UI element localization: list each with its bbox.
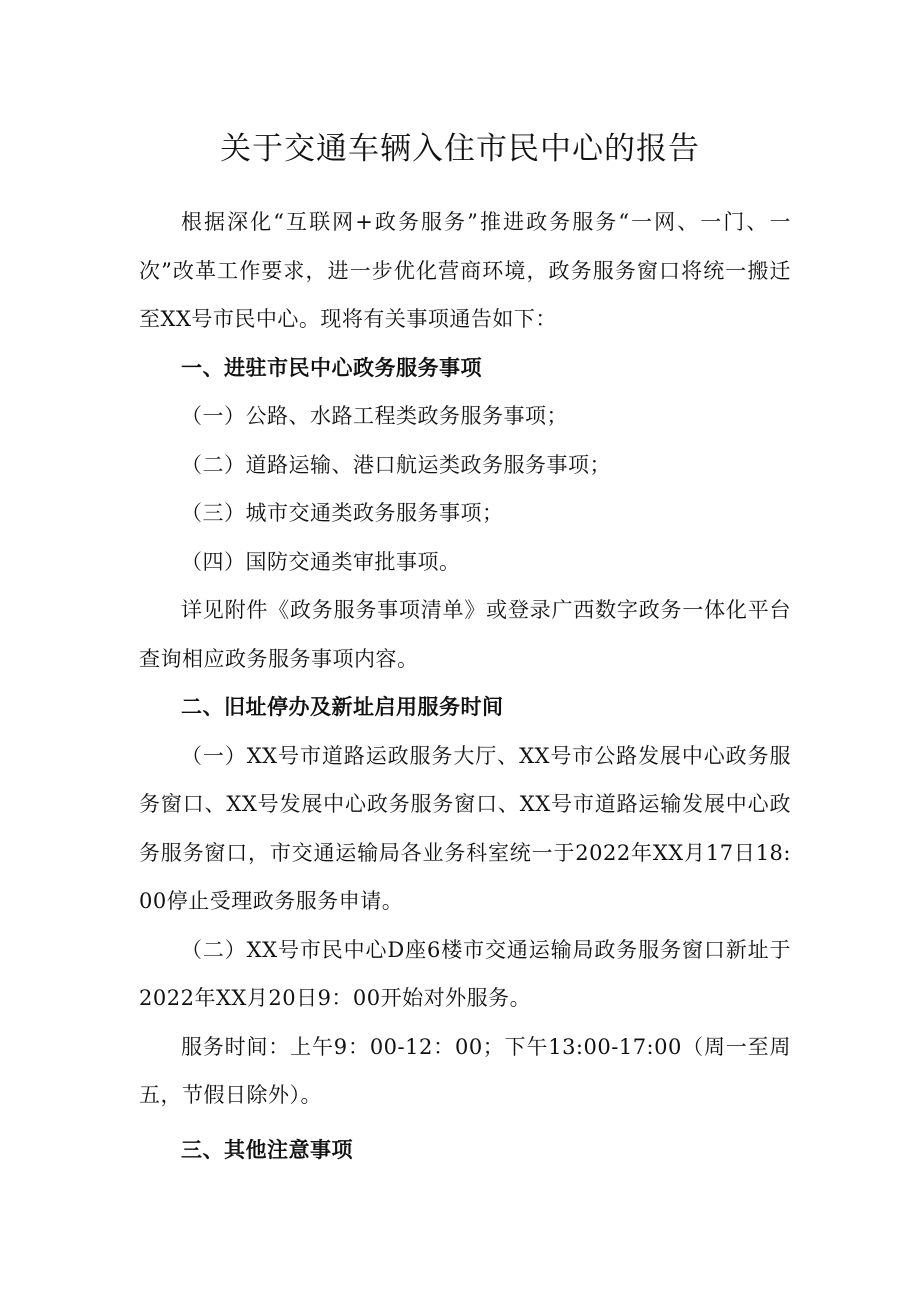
new-address-paragraph: （二）XX号市民中心D座6楼市交通运输局政务服务窗口新址于2022年XX月20日9：00开始对外服务。 <box>139 937 791 1010</box>
section-heading-2: 二、旧址停办及新址启用服务时间 <box>181 695 504 719</box>
list-item: （四）国防交通类审批事项。 <box>181 549 461 574</box>
closure-paragraph: （一）XX号市道路运政服务大厅、XX号市公路发展中心政务服务窗口、XX号发展中心政务服务窗口、XX号市道路运输发展中心政务服务窗口，市交通运输局各业务科室统一于2022年XX月17日18:00停止受理政务服务申请。 <box>139 743 791 913</box>
document-title: 关于交通车辆入住市民中心的报告 <box>220 131 700 167</box>
intro-paragraph: 根据深化“互联网+政务服务”推进政务服务“一网、一门、一次”改革工作要求，进一步优化营商环境，政务服务窗口将统一搬迁至XX号市民中心。现将有关事项通告如下： <box>139 210 791 331</box>
section-heading-3: 三、其他注意事项 <box>181 1137 353 1162</box>
list-item: （二）道路运输、港口航运类政务服务事项； <box>181 452 611 477</box>
section-heading-1: 一、进驻市民中心政务服务事项 <box>181 355 482 380</box>
list-item: （三）城市交通类政务服务事项； <box>181 501 504 525</box>
document-body <box>139 198 791 1174</box>
attachment-note-paragraph: 详见附件《政务服务事项清单》或登录广西数字政务一体化平台查询相应政务服务事项内容。 <box>139 598 791 671</box>
service-hours-paragraph: 服务时间：上午9：00-12：00；下午13:00-17:00（周一至周五，节假日除外）。 <box>139 1034 791 1107</box>
list-item: （一）公路、水路工程类政务服务事项； <box>181 404 568 428</box>
